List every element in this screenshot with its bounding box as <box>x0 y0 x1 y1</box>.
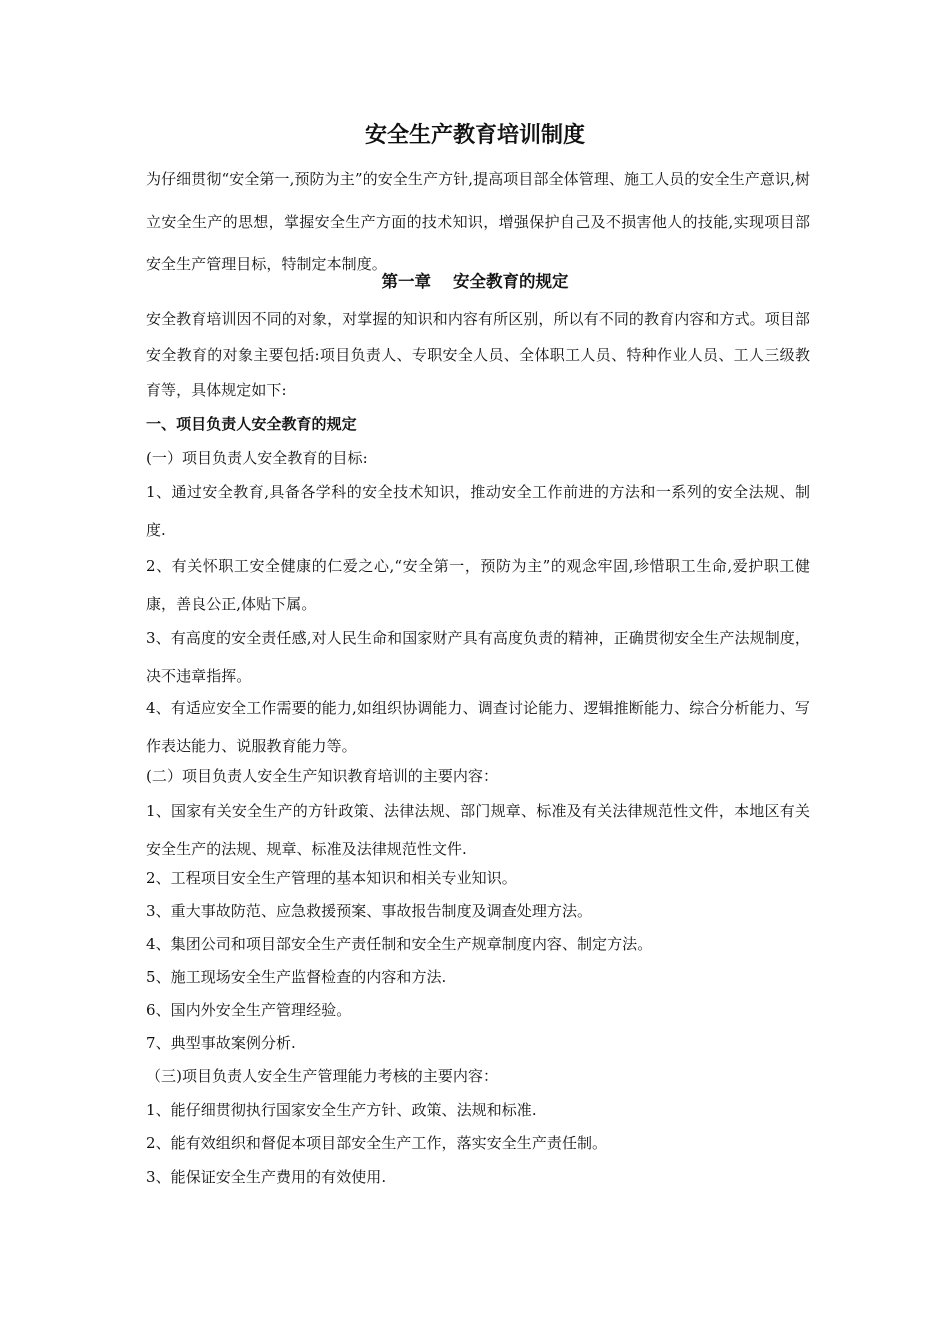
content-item: 6、国内外安全生产管理经验。 <box>146 1001 352 1019</box>
section-heading: 一、项目负责人安全教育的规定 <box>146 415 357 433</box>
content-item: 2、工程项目安全生产管理的基本知识和相关专业知识。 <box>146 869 517 887</box>
content-item: 1、国家有关安全生产的方针政策、法律法规、部门规章、标准及有关法律规范性文件，本地区有关安全生产的法规、规章、标准及法律规范性文件. <box>146 802 810 858</box>
chapter-heading <box>0 268 950 296</box>
chapter-number: 第一章 <box>381 272 431 291</box>
goal-item: 1、通过安全教育,具备各学科的安全技术知识，推动安全工作前进的方法和一系列的安全法规、制度. <box>146 483 810 539</box>
ability-item: 2、能有效组织和督促本项目部安全生产工作，落实安全生产责任制。 <box>146 1134 608 1152</box>
content-item: 3、重大事故防范、应急救援预案、事故报告制度及调查处理方法。 <box>146 902 593 920</box>
content-item: 4、集团公司和项目部安全生产责任制和安全生产规章制度内容、制定方法。 <box>146 935 653 953</box>
goal-item: 4、有适应安全工作需要的能力,如组织协调能力、调查讨论能力、逻辑推断能力、综合分析能力、写作表达能力、说服教育能力等。 <box>146 699 810 755</box>
content-item: 5、施工现场安全生产监督检查的内容和方法. <box>146 968 447 986</box>
goal-item: 3、有高度的安全责任感,对人民生命和国家财产具有高度负责的精神，正确贯彻安全生产法规制度，决不违章指挥。 <box>146 629 810 685</box>
ability-item: 1、能仔细贯彻执行国家安全生产方针、政策、法规和标准. <box>146 1101 537 1119</box>
goal-item: 2、有关怀职工安全健康的仁爱之心,“安全第一，预防为主”的观念牢固,珍惜职工生命,爱护职工健康，善良公正,体贴下属。 <box>146 557 810 613</box>
document-title: 安全生产教育培训制度 <box>364 122 585 148</box>
ability-item: 3、能保证安全生产费用的有效使用. <box>146 1168 387 1186</box>
subsection-heading: (一）项目负责人安全教育的目标: <box>146 449 368 467</box>
subsection-heading: (二）项目负责人安全生产知识教育培训的主要内容： <box>146 767 499 785</box>
chapter-title: 安全教育的规定 <box>453 272 569 291</box>
subsection-heading: （三)项目负责人安全生产管理能力考核的主要内容： <box>146 1067 499 1085</box>
content-item: 7、典型事故案例分析. <box>146 1034 296 1052</box>
intro-paragraph: 为仔细贯彻“安全第一,预防为主”的安全生产方针,提高项目部全体管理、施工人员的安全生产意识,树立安全生产的思想，掌握安全生产方面的技术知识，增强保护自己及不损害他人的技能,实现项目部安全生产管理目标，特制定本制度。 <box>146 170 810 273</box>
scope-paragraph: 安全教育培训因不同的对象，对掌握的知识和内容有所区别，所以有不同的教育内容和方式。项目部安全教育的对象主要包括:项目负责人、专职安全人员、全体职工人员、特种作业人员、工人三级教育等，具体规定如下: <box>146 310 810 399</box>
